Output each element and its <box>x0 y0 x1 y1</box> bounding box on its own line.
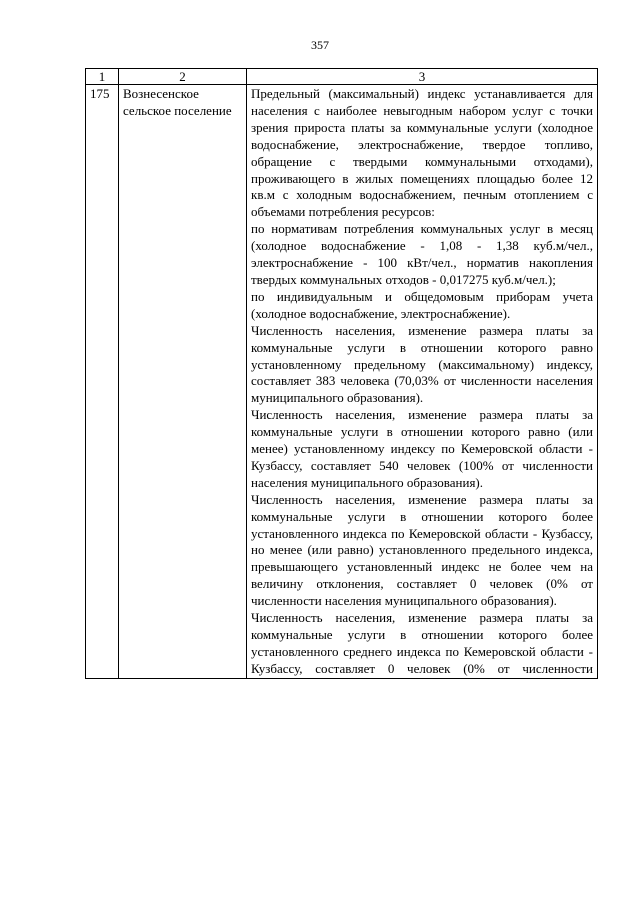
paragraph: Предельный (максимальный) индекс устанавливается для населения с наиболее невыгодным набором услуг с точки зрения прироста платы за коммунальные услуги (холодное водоснабжение, электроснабжение, твердое топливо, обращение с твердыми коммунальными отходами), проживающего в жилых помещениях площадью более 12 кв.м с холодным водоснабжением, печным отоплением с объемами потребления ресурсов: <box>251 86 593 220</box>
settlement-name: Вознесенское сельское поселение <box>119 85 247 679</box>
header-col-3: 3 <box>247 69 598 85</box>
header-col-1: 1 <box>86 69 119 85</box>
paragraph: Численность населения, изменение размера платы за коммунальные услуги в отношении которого более установленного индекса по Кемеровской области - Кузбассу, но менее (или равно) установленного предельного индекса, превышающего установленный индекс не более чем на величину отклонения, составляет 0 человек (0% от численности населения муниципального образования). <box>251 491 593 609</box>
paragraph: по индивидуальным и общедомовым приборам учета (холодное водоснабжение, электроснабжение). <box>251 288 593 321</box>
paragraph: Численность населения, изменение размера платы за коммунальные услуги в отношении которого равно установленному предельному (максимальному) индексу, составляет 383 человека (70,03% от численности населения муниципального образования). <box>251 322 593 406</box>
table-row <box>86 85 598 679</box>
row-description <box>247 85 598 679</box>
page-number: 357 <box>311 38 329 52</box>
header-col-2: 2 <box>119 69 247 85</box>
row-number: 175 <box>86 85 119 679</box>
table-header-row <box>86 69 598 85</box>
paragraph: по нормативам потребления коммунальных услуг в месяц (холодное водоснабжение - 1,08 - 1,38 куб.м/чел., электроснабжение - 100 кВт/чел., норматив накопления твердых коммунальных отходов - 0,017275 куб.м/чел.); <box>251 221 593 287</box>
document-table <box>85 68 598 679</box>
paragraph: Численность населения, изменение размера платы за коммунальные услуги в отношении которого равно (или менее) установленному индексу по Кемеровской области - Кузбассу, составляет 540 человек (100% от численности населения муниципального образования). <box>251 407 593 490</box>
paragraph: Численность населения, изменение размера платы за коммунальные услуги в отношении которого более установленного среднего индекса по Кемеровской области - Кузбассу, составляет 0 человек (0% от численности <box>251 610 593 676</box>
